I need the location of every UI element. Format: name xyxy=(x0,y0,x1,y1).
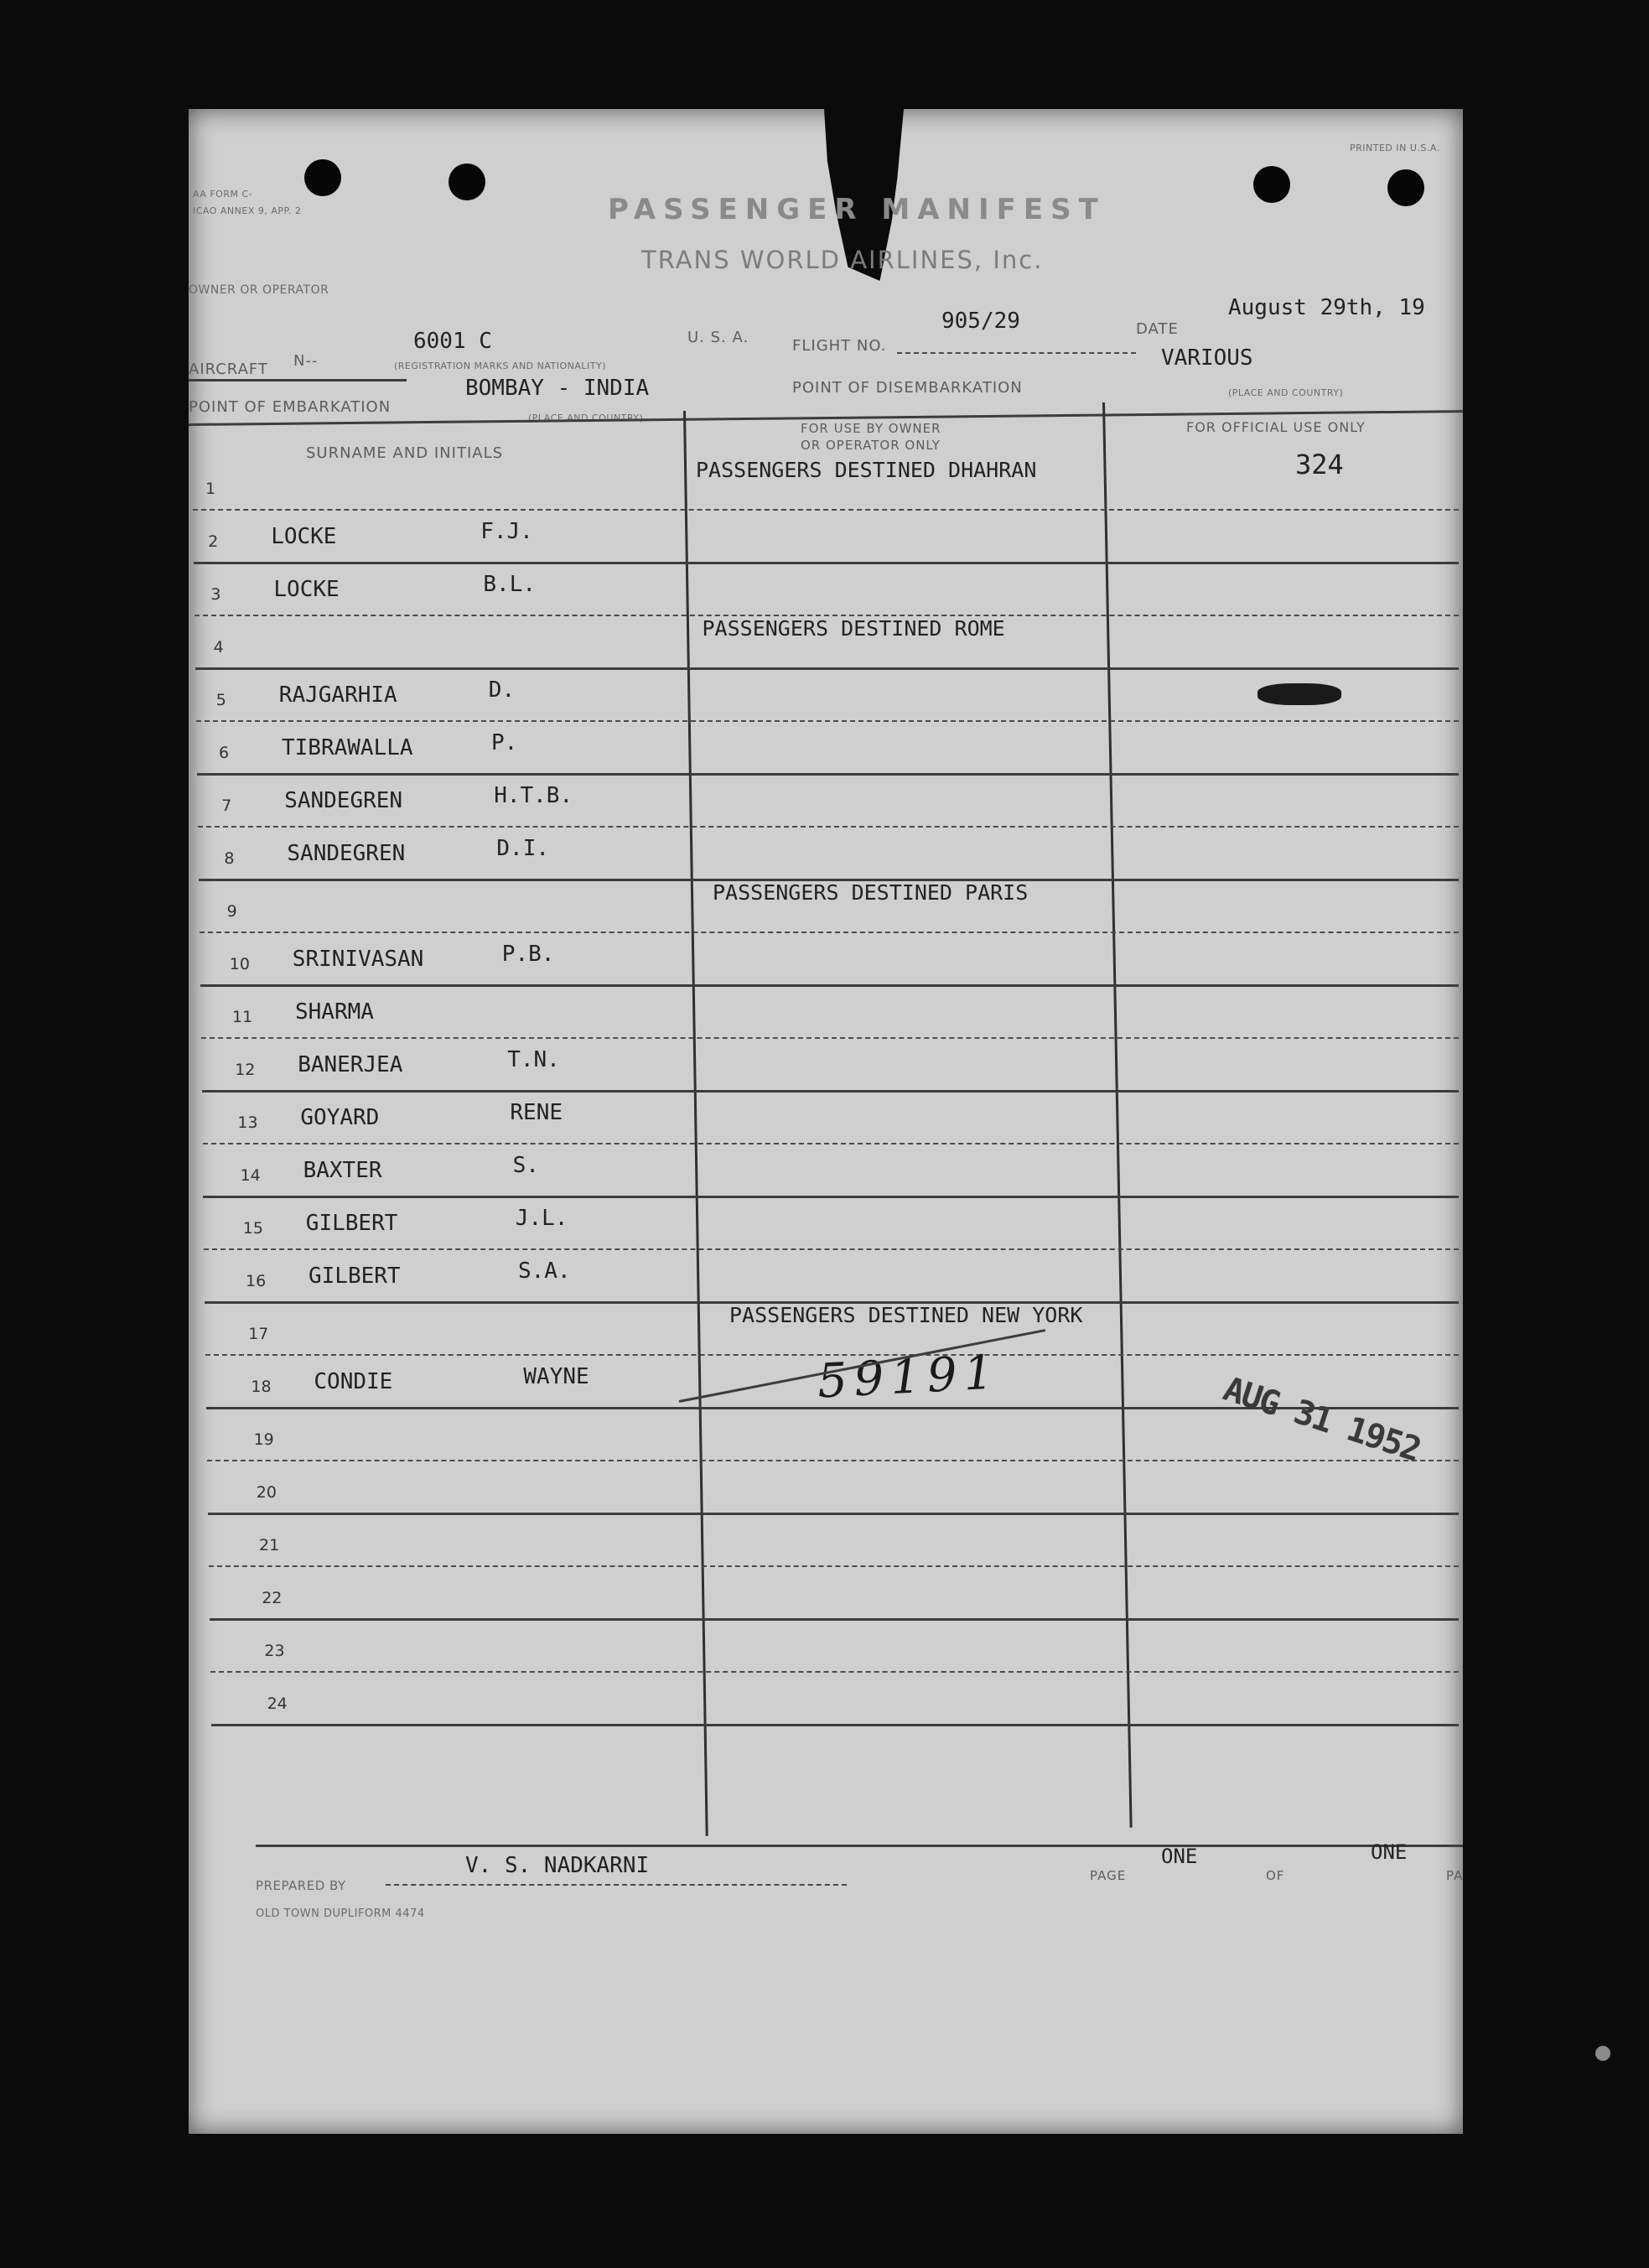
destination-note: PASSENGERS DESTINED NEW YORK xyxy=(729,1303,1083,1327)
row-number: 10 xyxy=(229,955,250,973)
icao-reference: ICAO ANNEX 9, APP. 2 xyxy=(193,205,302,216)
passenger-initials: S. xyxy=(512,1153,539,1178)
row-number: 15 xyxy=(242,1219,263,1238)
footer-rule xyxy=(256,1845,1463,1847)
aircraft-value: 6001 C xyxy=(413,329,492,354)
handwritten-number: 59191 xyxy=(816,1345,1002,1409)
row-rule xyxy=(195,667,1459,670)
date-stamp: AUG 31 1952 xyxy=(1218,1369,1425,1470)
passenger-initials: S.A. xyxy=(518,1259,571,1284)
passenger-initials: F.J. xyxy=(480,519,533,544)
place-note-right: (PLACE AND COUNTRY) xyxy=(1228,387,1344,398)
row-rule xyxy=(208,1513,1459,1515)
row-rule xyxy=(198,826,1459,828)
row-number: 8 xyxy=(224,849,235,868)
row-rule xyxy=(203,1196,1459,1198)
pages-label: PA xyxy=(1446,1868,1464,1883)
passenger-surname: TIBRAWALLA xyxy=(282,735,413,760)
row-number: 17 xyxy=(248,1325,269,1343)
page-label: PAGE xyxy=(1090,1868,1127,1883)
disembarkation-label: POINT OF DISEMBARKATION xyxy=(792,379,1023,397)
passenger-surname: SANDEGREN xyxy=(287,841,406,866)
row-rule xyxy=(202,1090,1459,1092)
punch-hole-icon xyxy=(1387,169,1424,206)
row-rule xyxy=(194,562,1459,564)
owner-column-header-2: OR OPERATOR ONLY xyxy=(801,438,941,453)
row-rule xyxy=(211,1724,1459,1726)
row-number: 5 xyxy=(215,691,226,709)
passenger-surname: GOYARD xyxy=(300,1105,380,1130)
passenger-initials: H.T.B. xyxy=(494,783,573,808)
aircraft-prefix: N-- xyxy=(293,352,319,370)
printer-imprint: OLD TOWN DUPLIFORM 4474 xyxy=(256,1907,425,1920)
row-rule xyxy=(210,1618,1459,1621)
row-rule xyxy=(200,984,1459,987)
row-number: 19 xyxy=(253,1430,274,1449)
passenger-initials: P.B. xyxy=(501,942,555,967)
row-number: 14 xyxy=(240,1166,261,1185)
embarkation-label: POINT OF EMBARKATION xyxy=(189,398,392,416)
passenger-initials: WAYNE xyxy=(523,1364,589,1389)
row-rule xyxy=(193,509,1459,511)
scan-speck xyxy=(1595,2046,1610,2061)
row-rule xyxy=(201,1037,1459,1039)
flight-value: 905/29 xyxy=(941,309,1020,334)
airline-name: TRANS WORLD AIRLINES, Inc. xyxy=(641,246,1044,274)
passenger-initials: J.L. xyxy=(515,1206,568,1231)
page-value: ONE xyxy=(1161,1845,1198,1868)
row-number: 16 xyxy=(246,1272,267,1290)
prepared-by-value: V. S. NADKARNI xyxy=(465,1853,650,1878)
passenger-initials: D.I. xyxy=(496,836,550,861)
flight-underline xyxy=(897,352,1136,354)
aircraft-label: AIRCRAFT xyxy=(189,361,268,378)
passenger-surname: CONDIE xyxy=(314,1369,393,1394)
manifest-title: PASSENGER MANIFEST xyxy=(608,193,1106,226)
row-number: 11 xyxy=(232,1008,253,1026)
row-number: 18 xyxy=(251,1378,272,1396)
official-column-header: FOR OFFICIAL USE ONLY xyxy=(1186,419,1366,435)
owner-column-header-1: FOR USE BY OWNER xyxy=(801,421,941,436)
row-number: 1 xyxy=(205,480,216,498)
row-number: 9 xyxy=(226,902,237,921)
destination-note: PASSENGERS DESTINED PARIS xyxy=(713,880,1029,905)
passenger-surname: SHARMA xyxy=(295,999,374,1025)
row-number: 7 xyxy=(221,797,232,815)
row-number: 22 xyxy=(262,1589,283,1607)
country-label: U. S. A. xyxy=(687,329,749,346)
passenger-surname: BAXTER xyxy=(303,1158,382,1183)
passenger-surname: SRINIVASAN xyxy=(292,947,424,972)
official-number: 324 xyxy=(1295,449,1344,480)
destination-note: PASSENGERS DESTINED ROME xyxy=(702,616,1005,641)
passenger-surname: BANERJEA xyxy=(298,1052,403,1077)
row-rule xyxy=(210,1671,1459,1673)
row-rule xyxy=(196,720,1459,722)
disembarkation-value: VARIOUS xyxy=(1161,345,1253,371)
date-label: DATE xyxy=(1136,320,1179,338)
ink-smudge xyxy=(1257,683,1341,705)
row-number: 20 xyxy=(256,1483,277,1502)
row-rule xyxy=(197,773,1459,776)
passenger-surname: LOCKE xyxy=(271,524,337,549)
surname-column-header: SURNAME AND INITIALS xyxy=(306,444,504,462)
manifest-sheet xyxy=(189,109,1463,2134)
prepared-underline xyxy=(386,1884,847,1886)
punch-hole-icon xyxy=(1253,166,1290,203)
passenger-surname: RAJGARHIA xyxy=(278,682,397,708)
row-number: 23 xyxy=(264,1642,285,1660)
row-number: 4 xyxy=(213,638,224,657)
row-rule xyxy=(204,1248,1459,1250)
punch-hole-icon xyxy=(304,159,341,196)
row-number: 6 xyxy=(219,744,230,762)
punch-hole-icon xyxy=(449,163,485,200)
passenger-initials: T.N. xyxy=(507,1047,560,1072)
form-reference: AA FORM C- xyxy=(193,189,253,200)
row-number: 21 xyxy=(259,1536,280,1554)
row-rule xyxy=(200,932,1459,933)
destination-note: PASSENGERS DESTINED DHAHRAN xyxy=(696,458,1037,482)
passenger-surname: LOCKE xyxy=(273,577,340,602)
prepared-by-label: PREPARED BY xyxy=(256,1878,346,1893)
row-number: 2 xyxy=(208,532,219,551)
row-number: 24 xyxy=(267,1695,288,1713)
passenger-surname: GILBERT xyxy=(305,1211,398,1236)
of-value: ONE xyxy=(1371,1840,1408,1864)
owner-label: OWNER OR OPERATOR xyxy=(189,283,329,297)
of-label: OF xyxy=(1266,1868,1285,1883)
passenger-surname: SANDEGREN xyxy=(284,788,403,813)
passenger-surname: GILBERT xyxy=(309,1264,401,1289)
date-value: August 29th, 19 xyxy=(1228,295,1425,320)
passenger-initials: D. xyxy=(488,677,516,703)
passenger-initials: P. xyxy=(491,730,518,755)
embarkation-value: BOMBAY - INDIA xyxy=(465,376,650,401)
passenger-initials: RENE xyxy=(510,1100,563,1125)
printed-in-usa: PRINTED IN U.S.A. xyxy=(1350,143,1440,153)
registration-note: (REGISTRATION MARKS AND NATIONALITY) xyxy=(394,361,607,371)
aircraft-underline xyxy=(189,379,407,381)
passenger-initials: B.L. xyxy=(483,572,537,597)
flight-label: FLIGHT NO. xyxy=(792,337,887,355)
row-number: 3 xyxy=(210,585,221,604)
row-number: 12 xyxy=(235,1061,256,1079)
row-rule xyxy=(207,1460,1459,1461)
place-note-left: (PLACE AND COUNTRY) xyxy=(528,413,644,423)
row-rule xyxy=(203,1143,1459,1144)
row-rule xyxy=(209,1565,1459,1567)
row-number: 13 xyxy=(237,1113,258,1132)
